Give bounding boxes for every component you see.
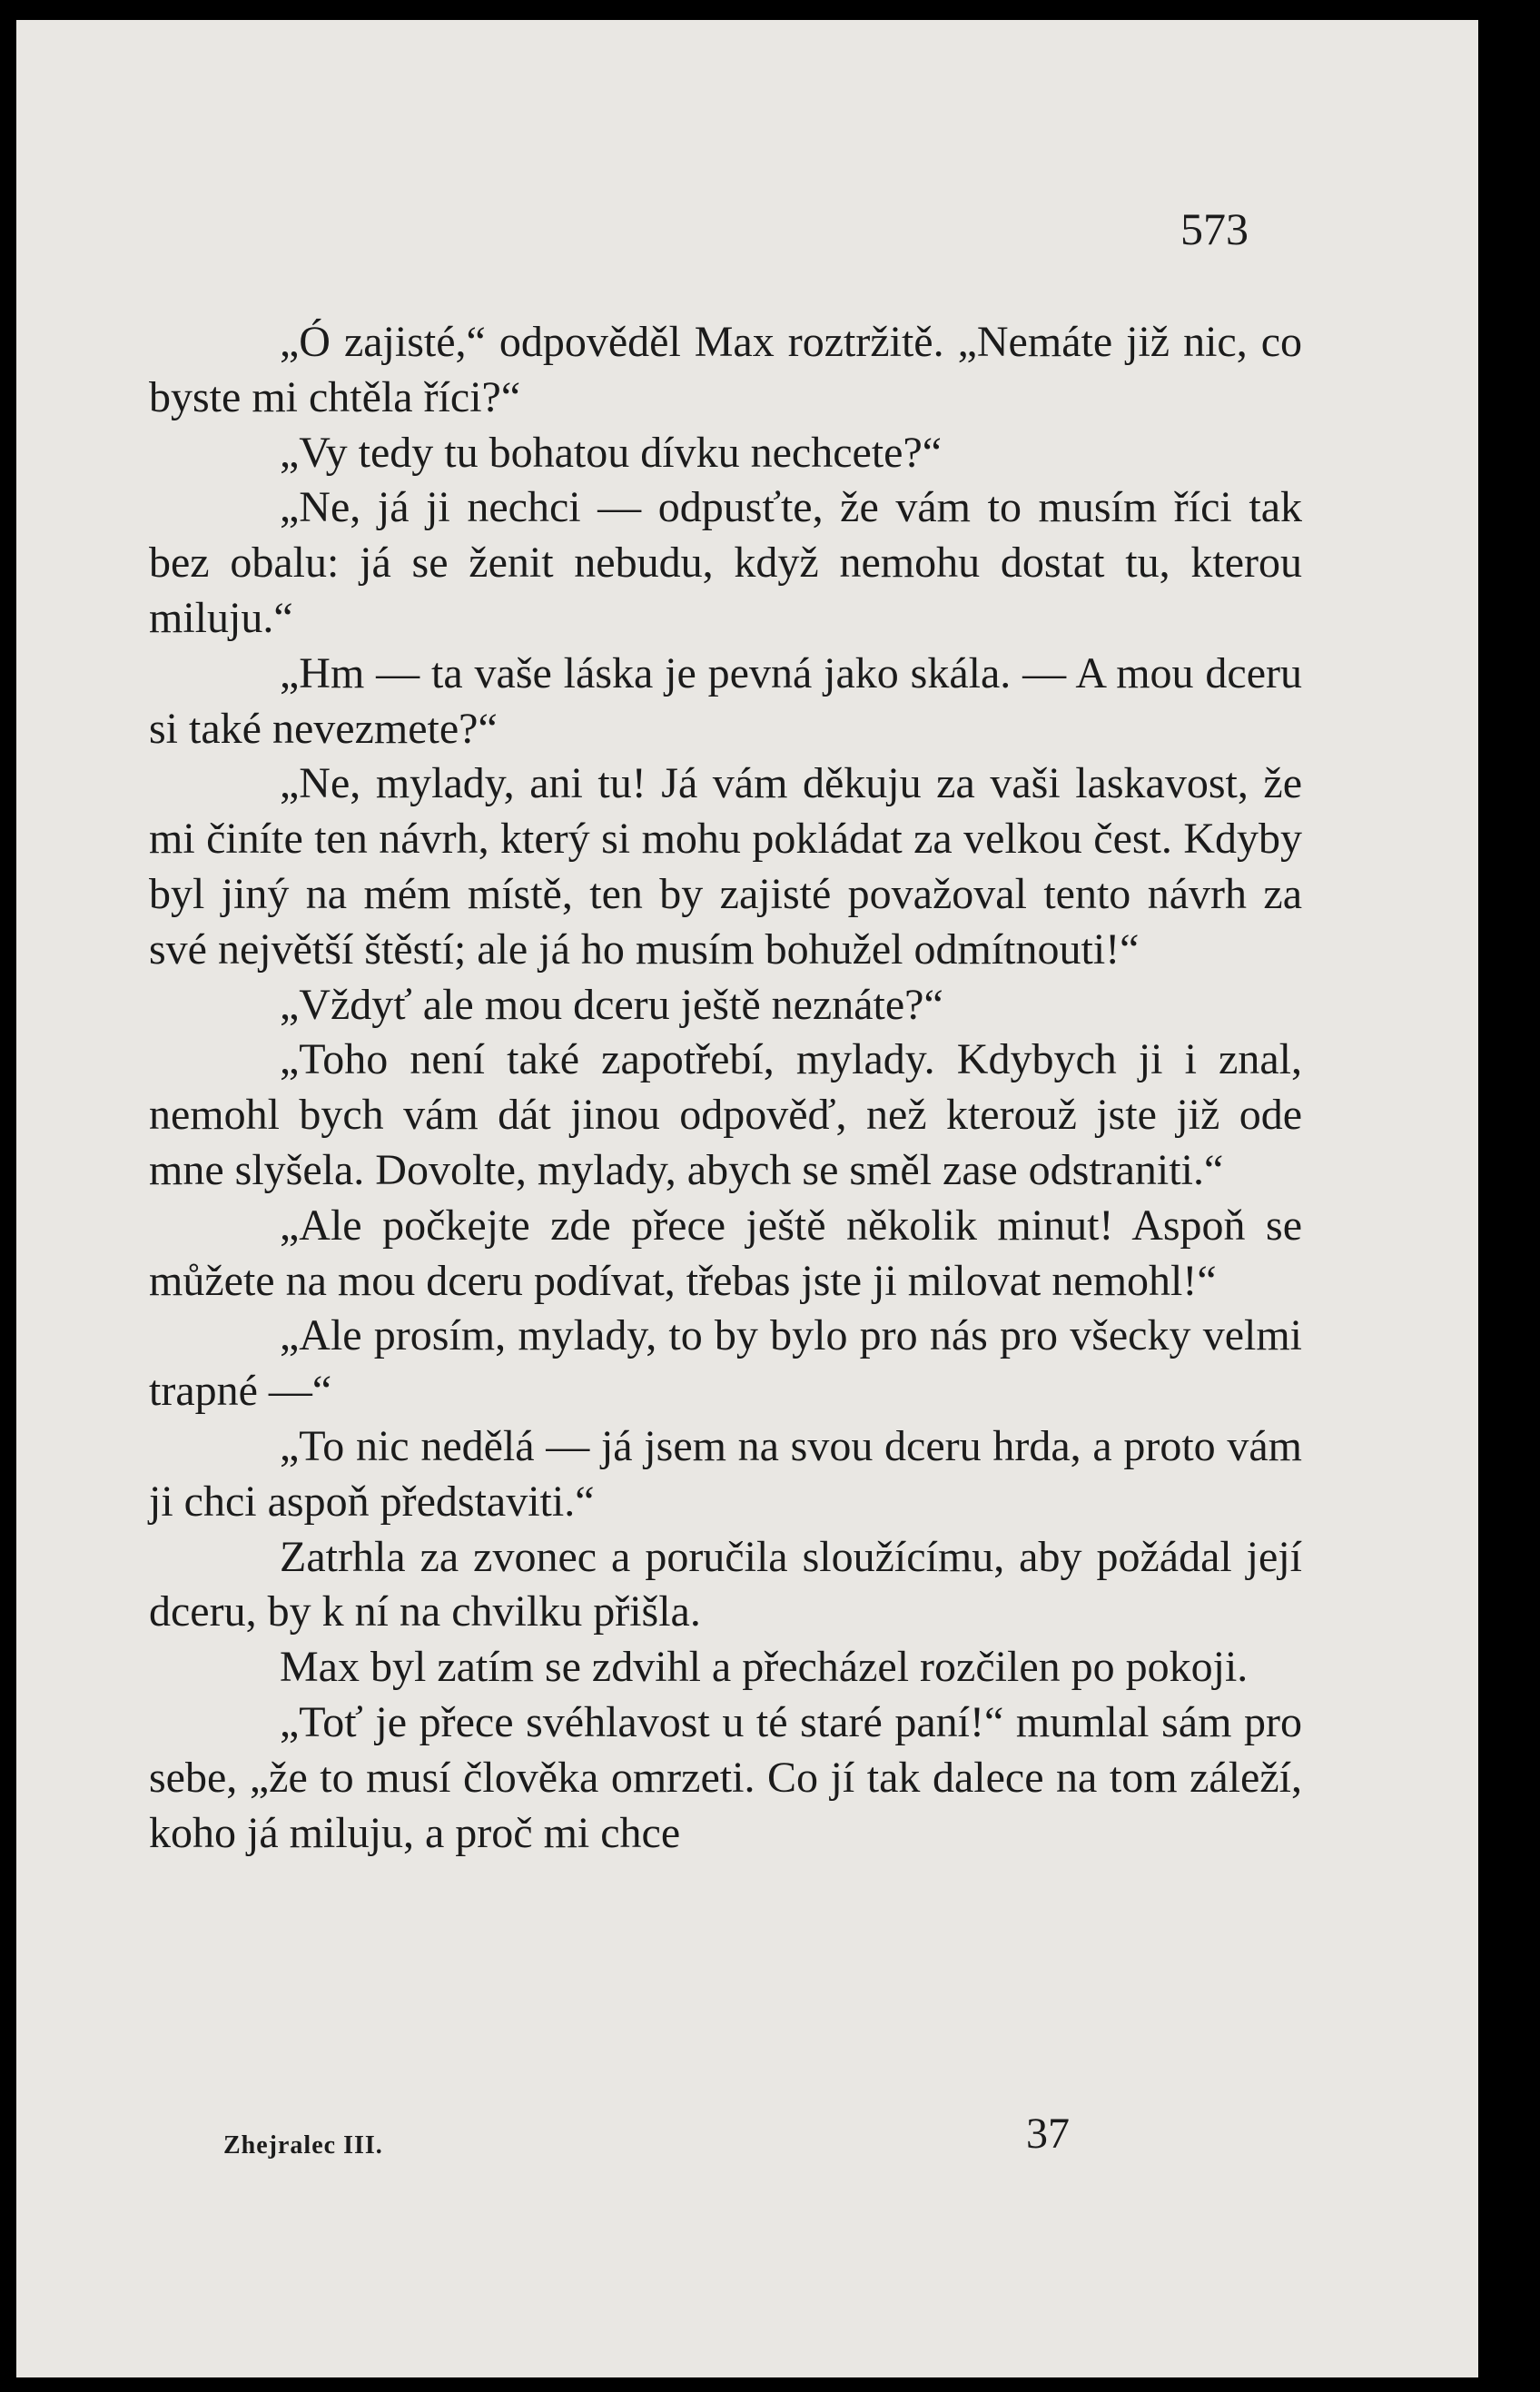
page-number: 573: [1180, 203, 1249, 254]
paragraph: Zatrhla za zvonec a poručila sloužícímu, aby požádal její dceru, by k ní na chvilku přišla.: [149, 1532, 1302, 1636]
paragraph: „Ale počkejte zde přece ještě několik minut! Aspoň se můžete na mou dceru podívat, třebas jste ji milovat nemohl!“: [149, 1201, 1302, 1305]
body-text: [149, 315, 1302, 1861]
paragraph: „Toť je přece svéhlavost u té staré paní!“ mumlal sám pro sebe, „že to musí člověka omrzeti. Co jí tak dalece na tom záleží, koho já miluju, a proč mi chce: [149, 1697, 1302, 1857]
paragraph: „Ne, já ji nechci — odpusťte, že vám to musím říci tak bez obalu: já se ženit nebudu, když nemohu dostat tu, kterou miluju.“: [149, 483, 1302, 642]
paragraph: „Ne, mylady, ani tu! Já vám děkuju za vaši laskavost, že mi činíte ten návrh, který si mohu pokládat za velkou čest. Kdyby byl jiný na mém místě, ten by zajisté považoval tento návrh za své největší štěstí; ale já ho musím bohužel odmítnouti!“: [149, 759, 1302, 974]
paragraph: „To nic nedělá — já jsem na svou dceru hrda, a proto vám ji chci aspoň představiti.“: [149, 1421, 1302, 1526]
paragraph: „Vždyť ale mou dceru ještě neznáte?“: [280, 980, 943, 1029]
paragraph: „Ale prosím, mylady, to by bylo pro nás pro všecky velmi trapné —“: [149, 1311, 1302, 1416]
paragraph: Max byl zatím se zdvihl a přecházel rozčilen po pokoji.: [280, 1643, 1249, 1692]
paragraph: „Ó zajisté,“ odpověděl Max roztržitě. „Nemáte již nic, co byste mi chtěla říci?“: [149, 318, 1302, 421]
sheet-number: 37: [1026, 2110, 1070, 2158]
signature-mark: Zhejralec III.: [223, 2131, 383, 2160]
paragraph: „Hm — ta vaše láska je pevná jako skála. — A mou dceru si také nevezmete?“: [149, 648, 1302, 753]
paragraph: „Vy tedy tu bohatou dívku nechcete?“: [280, 428, 943, 477]
paragraph: „Toho není také zapotřebí, mylady. Kdybych ji i znal, nemohl bych vám dát jinou odpověď, než kterouž jste již ode mne slyšela. Dovolte, mylady, abych se směl zase odstraniti.“: [149, 1035, 1302, 1194]
book-page: [16, 20, 1478, 2377]
